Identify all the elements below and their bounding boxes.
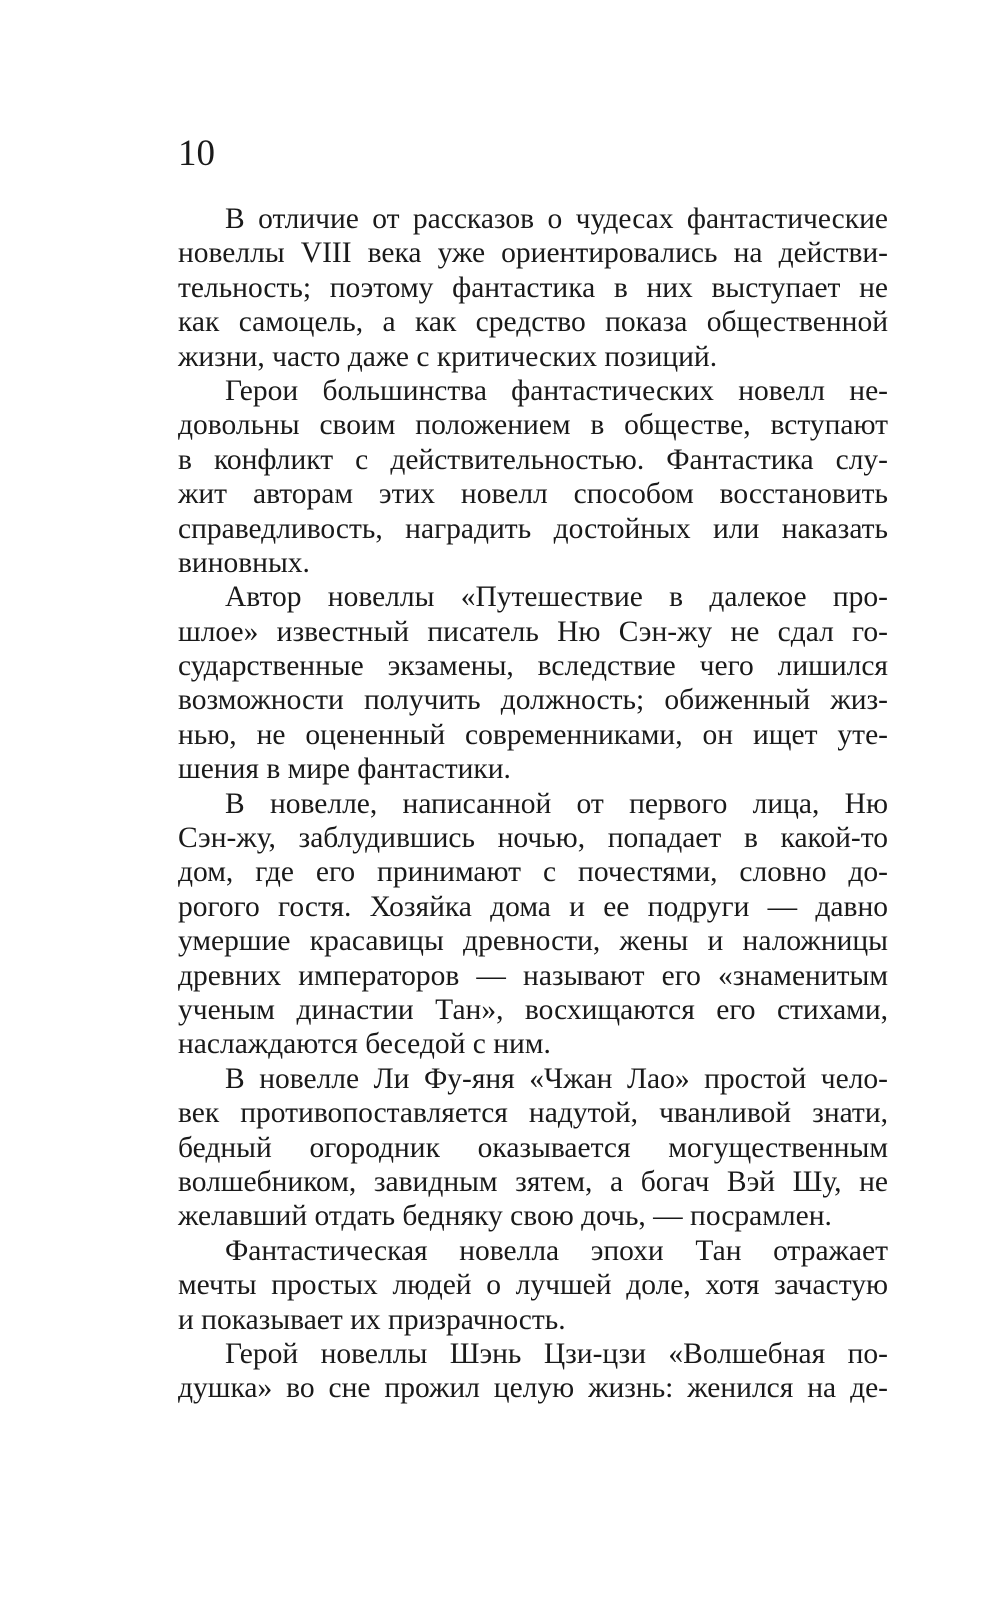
text-line: мечты простых людей о лучшей доле, хотя зачастую <box>178 1269 888 1302</box>
text-line: и показывает их призрачность. <box>178 1303 566 1336</box>
text-line: Сэн-жу, заблудившись ночью, попадает в какой-то <box>178 822 888 855</box>
text-line: бедный огородник оказывается могущественным <box>178 1131 888 1164</box>
text-line: дом, где его принимают с почестями, словно до- <box>178 856 888 889</box>
text-line: В новелле Ли Фу-яня «Чжан Лао» простой чело- <box>225 1062 888 1095</box>
paragraph <box>178 1234 888 1337</box>
text-line: как самоцель, а как средство показа общественной <box>178 306 888 339</box>
text-line: душка» во сне прожил целую жизнь: женился на де- <box>178 1372 888 1405</box>
paragraph <box>178 787 888 1062</box>
text-line: Автор новеллы «Путешествие в далекое про- <box>225 581 888 614</box>
text-line: тельность; поэтому фантастика в них выступает не <box>178 271 888 304</box>
text-line: умершие красавицы древности, жены и наложницы <box>178 925 888 958</box>
page-number: 10 <box>178 133 215 174</box>
text-line: ученым династии Тан», восхищаются его стихами, <box>178 993 888 1026</box>
text-line: Фантастическая новелла эпохи Тан отражает <box>225 1234 888 1267</box>
text-line: В отличие от рассказов о чудесах фантастические <box>225 203 888 235</box>
text-line: в конфликт с действительностью. Фантастика слу- <box>178 443 888 476</box>
paragraph <box>178 1337 888 1406</box>
paragraph <box>178 202 888 374</box>
text-line: древних императоров — называют его «знаменитым <box>178 959 888 992</box>
text-line: виновных. <box>178 546 310 579</box>
paragraph <box>178 374 888 580</box>
text-line: жит авторам этих новелл способом восстановить <box>178 478 888 511</box>
text-line: наслаждаются беседой с ним. <box>178 1028 551 1061</box>
text-line: довольны своим положением в обществе, вступают <box>178 409 888 442</box>
text-line: В новелле, написанной от первого лица, Ню <box>225 787 888 820</box>
text-line: справедливость, наградить достойных или наказать <box>178 512 888 545</box>
text-line: Герои большинства фантастических новелл не- <box>225 374 888 407</box>
text-line: жизни, часто даже с критических позиций. <box>178 340 718 373</box>
text-line: желавший отдать бедняку свою дочь, — посрамлен. <box>178 1200 832 1233</box>
text-line: шлое» известный писатель Ню Сэн-жу не сдал го- <box>178 615 888 648</box>
text-line: Герой новеллы Шэнь Цзи-цзи «Волшебная по- <box>225 1337 888 1370</box>
text-line: шения в мире фантастики. <box>178 753 511 786</box>
text-line: возможности получить должность; обиженный жиз- <box>178 684 888 717</box>
text-line: сударственные экзамены, вследствие чего лишился <box>178 650 888 683</box>
paragraph <box>178 580 888 786</box>
text-line: рогого гостя. Хозяйка дома и ее подруги — давно <box>178 890 888 923</box>
text-line: новеллы VIII века уже ориентировались на действи- <box>178 237 888 270</box>
body-text <box>178 202 888 1406</box>
text-line: век противопоставляется надутой, чванливой знати, <box>178 1097 888 1130</box>
text-line: нью, не оцененный современниками, он ищет уте- <box>178 718 888 751</box>
paragraph <box>178 1062 888 1234</box>
text-line: волшебником, завидным зятем, а богач Вэй Шу, не <box>178 1165 888 1198</box>
